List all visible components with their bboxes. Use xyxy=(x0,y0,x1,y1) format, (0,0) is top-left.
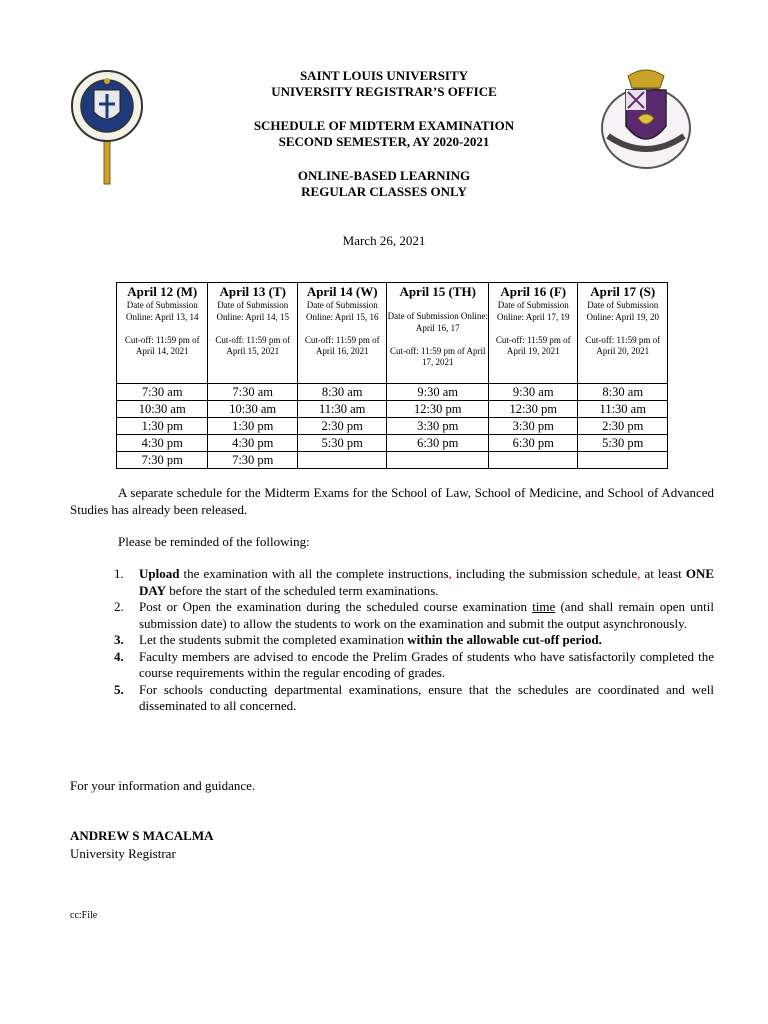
item-number: 4. xyxy=(114,648,124,664)
column-header xyxy=(297,283,386,384)
item-text: , xyxy=(637,566,641,581)
submission-info: Date of Submission Online: April 17, 19 xyxy=(496,300,570,322)
list-item xyxy=(70,599,714,632)
time-cell xyxy=(489,452,578,469)
item-text: at least xyxy=(640,566,686,581)
day-label: April 16 (F) xyxy=(500,284,567,299)
time-cell: 4:30 pm xyxy=(117,435,208,452)
cutoff-info: Cut-off: 11:59 pm of April 17, 2021 xyxy=(389,346,486,367)
time-cell xyxy=(578,452,668,469)
time-cell: 6:30 pm xyxy=(387,435,489,452)
time-cell: 3:30 pm xyxy=(489,418,578,435)
list-item xyxy=(70,682,714,715)
submission-info: Date of Submission Online: April 15, 16 xyxy=(305,300,379,322)
time-cell: 7:30 pm xyxy=(208,452,297,469)
table-row xyxy=(117,401,668,418)
time-cell: 9:30 am xyxy=(387,384,489,401)
column-header xyxy=(578,283,668,384)
exam-schedule-table xyxy=(116,282,668,469)
submission-info: Date of Submission Online: April 16, 17 xyxy=(387,311,488,333)
table-row xyxy=(117,435,668,452)
list-item xyxy=(70,632,714,649)
time-cell: 7:30 pm xyxy=(117,452,208,469)
time-cell: 7:30 am xyxy=(117,384,208,401)
cc-line: cc:File xyxy=(70,910,98,921)
item-text: before the start of the scheduled term examinations. xyxy=(165,582,439,598)
item-text: , xyxy=(448,566,452,581)
time-cell: 5:30 pm xyxy=(297,435,386,452)
time-cell: 6:30 pm xyxy=(489,435,578,452)
time-cell: 3:30 pm xyxy=(387,418,489,435)
item-number: 5. xyxy=(114,681,124,697)
item-number: 1. xyxy=(114,566,124,581)
day-label: April 14 (W) xyxy=(306,284,378,299)
time-cell: 11:30 am xyxy=(297,401,386,418)
cutoff-info: Cut-off: 11:59 pm of April 14, 2021 xyxy=(124,335,200,356)
document-header xyxy=(0,68,768,200)
item-text: Upload xyxy=(139,566,180,581)
time-cell: 10:30 am xyxy=(208,401,297,418)
semester-title: SECOND SEMESTER, AY 2020-2021 xyxy=(278,134,490,149)
item-number: 3. xyxy=(114,632,124,647)
column-header xyxy=(208,283,297,384)
signatory-title: University Registrar xyxy=(70,846,176,861)
class-type: REGULAR CLASSES ONLY xyxy=(301,184,467,199)
item-text: Faculty members are advised to encode the Prelim Grades of students who have satisfactorily completed the course requirements within the regular encoding of grades. xyxy=(139,648,714,680)
item-text: ONE DAY xyxy=(139,566,714,598)
time-cell: 1:30 pm xyxy=(117,418,208,435)
time-cell: 8:30 am xyxy=(578,384,668,401)
reminder-intro: Please be reminded of the following: xyxy=(118,534,310,549)
time-cell: 10:30 am xyxy=(117,401,208,418)
item-text: Let the students submit the completed examination xyxy=(139,632,408,647)
signatory-name: ANDREW S MACALMA xyxy=(70,828,214,843)
item-text: For schools conducting departmental examinations, ensure that the schedules are coordinated and well disseminated to all concerned. xyxy=(139,681,714,713)
column-header xyxy=(489,283,578,384)
office-name: UNIVERSITY REGISTRAR’S OFFICE xyxy=(271,84,497,99)
item-text: the examination with all the complete instructions xyxy=(179,566,449,581)
time-cell: 4:30 pm xyxy=(208,435,297,452)
table-row xyxy=(117,384,668,401)
submission-info: Date of Submission Online: April 13, 14 xyxy=(125,300,199,322)
item-text: (and shall remain open until submission date) to allow the students to work on the examination and submit the output asynchronously. xyxy=(139,599,714,631)
learning-mode: ONLINE-BASED LEARNING xyxy=(297,168,471,183)
submission-info: Date of Submission Online: April 14, 15 xyxy=(216,300,289,322)
time-cell: 2:30 pm xyxy=(297,418,386,435)
time-cell: 7:30 am xyxy=(208,384,297,401)
separate-schedule-paragraph: A separate schedule for the Midterm Exams for the School of Law, School of Medicine, and School of Advanced Studies has already been released. xyxy=(70,485,714,517)
list-item xyxy=(70,566,714,599)
table-row xyxy=(117,418,668,435)
cutoff-info: Cut-off: 11:59 pm of April 19, 2021 xyxy=(495,335,571,356)
item-text: within the allowable cut-off period. xyxy=(407,632,602,647)
time-cell xyxy=(387,452,489,469)
university-name: SAINT LOUIS UNIVERSITY xyxy=(299,68,469,83)
item-text: time xyxy=(532,599,556,614)
submission-info: Date of Submission Online: April 19, 20 xyxy=(586,300,659,322)
time-cell: 12:30 pm xyxy=(489,401,578,418)
day-label: April 17 (S) xyxy=(590,284,656,299)
item-text: including the submission schedule xyxy=(451,566,638,581)
column-header xyxy=(387,283,489,384)
time-cell: 5:30 pm xyxy=(578,435,668,452)
day-label: April 13 (T) xyxy=(219,284,286,299)
time-cell: 9:30 am xyxy=(489,384,578,401)
item-number: 2. xyxy=(114,599,124,614)
cutoff-info: Cut-off: 11:59 pm of April 20, 2021 xyxy=(585,335,661,356)
closing-line: For your information and guidance. xyxy=(70,778,256,793)
day-label: April 15 (TH) xyxy=(399,284,476,299)
time-cell: 8:30 am xyxy=(297,384,386,401)
time-cell: 1:30 pm xyxy=(208,418,297,435)
time-cell: 2:30 pm xyxy=(578,418,668,435)
list-item xyxy=(70,649,714,682)
schedule-title: SCHEDULE OF MIDTERM EXAMINATION xyxy=(253,118,515,133)
cutoff-info: Cut-off: 11:59 pm of April 15, 2021 xyxy=(215,335,291,356)
column-header xyxy=(117,283,208,384)
time-cell: 12:30 pm xyxy=(387,401,489,418)
time-cell: 11:30 am xyxy=(578,401,668,418)
document-date: March 26, 2021 xyxy=(342,233,426,248)
table-header-row xyxy=(117,283,668,384)
table-row xyxy=(117,452,668,469)
item-text: Post or Open the examination during the scheduled course examination xyxy=(139,599,533,614)
day-label: April 12 (M) xyxy=(127,284,198,299)
cutoff-info: Cut-off: 11:59 pm of April 16, 2021 xyxy=(304,335,380,356)
reminders-list xyxy=(70,566,714,715)
time-cell xyxy=(297,452,386,469)
